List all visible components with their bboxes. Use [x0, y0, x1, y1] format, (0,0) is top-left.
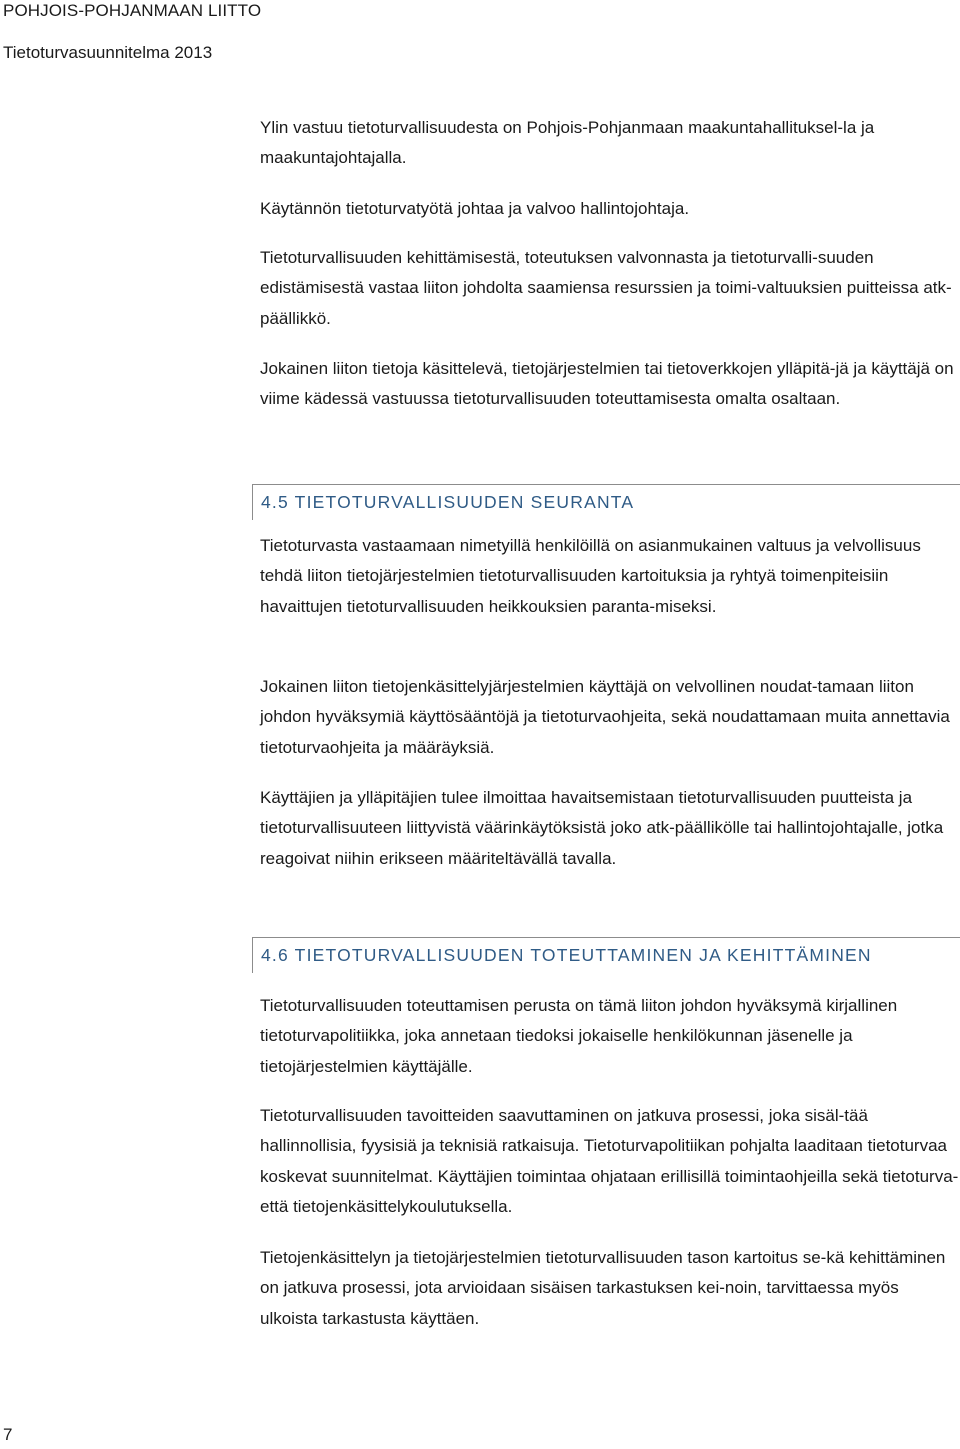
- section-heading-4-6: 4.6 TIETOTURVALLISUUDEN TOTEUTTAMINEN JA KEHITTÄMINEN: [252, 937, 960, 973]
- page-header: [3, 0, 261, 64]
- paragraph-monitoring-3: Käyttäjien ja ylläpitäjien tulee ilmoittaa havaitsemistaan tietoturvallisuuden puutteista ja tietoturvallisuuteen liittyvistä väärinkäytöksistä joko atk-päällikölle tai hallintojohtajalle, jotka reagoivat niihin erikseen määriteltävällä tavalla.: [260, 788, 944, 868]
- page-number: 7: [3, 1425, 13, 1444]
- organization-name: POHJOIS-POHJANMAAN LIITTO: [3, 1, 262, 20]
- document-title: Tietoturvasuunnitelma 2013: [3, 43, 213, 62]
- paragraph-practical-work: Käytännön tietoturvatyötä johtaa ja valvoo hallintojohtaja.: [260, 199, 690, 218]
- paragraph-implementation-1: Tietoturvallisuuden toteuttamisen perusta on tämä liiton johdon hyväksymä kirjallinen tietoturvapolitiikka, joka annetaan tiedoksi jokaiselle henkilökunnan jäsenelle ja tietojärjestelmien käyttäjälle.: [260, 996, 898, 1076]
- paragraph-implementation-3: Tietojenkäsittelyn ja tietojärjestelmien tietoturvallisuuden tason kartoitus se-kä kehittäminen on jatkuva prosessi, jota arvioidaan sisäisen tarkastuksen kei-noin, tarvittaessa myös ulkoista tarkastusta käyttäen.: [260, 1248, 946, 1328]
- paragraph-development: Tietoturvallisuuden kehittämisestä, toteutuksen valvonnasta ja tietoturvalli-suuden edistämisestä vastaa liiton johdolta saamiensa resurssien ja toimi-valtuuksien puitteissa atk-päällikkö.: [260, 248, 952, 328]
- paragraph-implementation-2: Tietoturvallisuuden tavoitteiden saavuttaminen on jatkuva prosessi, joka sisäl-tää hallinnollisia, fyysisiä ja teknisiä ratkaisuja. Tietoturvapolitiikan pohjalta laaditaan tietoturvaa koskevat suunnitelmat. Käyttäjien toimintaa ohjataan erillisillä toimintaohjeilla sekä tietoturva- että tietojenkäsittelykoulutuksella.: [260, 1106, 959, 1217]
- paragraph-responsibility: Ylin vastuu tietoturvallisuudesta on Pohjois-Pohjanmaan maakuntahallituksel-la ja maakuntajohtajalla.: [260, 118, 875, 168]
- paragraph-monitoring-2: Jokainen liiton tietojenkäsittelyjärjestelmien käyttäjä on velvollinen noudat-tamaan liiton johdon hyväksymiä käyttösääntöjä ja tietoturvaohjeita, sekä noudattamaan muita annettavia tietoturvaohjeita ja määräyksiä.: [260, 677, 950, 757]
- paragraph-every-user: Jokainen liiton tietoja käsittelevä, tietojärjestelmien tai tietoverkkojen ylläpitä-jä ja käyttäjä on viime kädessä vastuussa tietoturvallisuuden toteuttamisesta omalta osaltaan.: [260, 359, 954, 409]
- section-heading-4-5: 4.5 TIETOTURVALLISUUDEN SEURANTA: [252, 484, 960, 520]
- paragraph-monitoring-1: Tietoturvasta vastaamaan nimetyillä henkilöillä on asianmukainen valtuus ja velvollisuus tehdä liiton tietojärjestelmien tietoturvallisuuden kartoituksia ja ryhtyä toimenpiteisiin havaittujen tietoturvallisuuden heikkouksien paranta-miseksi.: [260, 536, 921, 616]
